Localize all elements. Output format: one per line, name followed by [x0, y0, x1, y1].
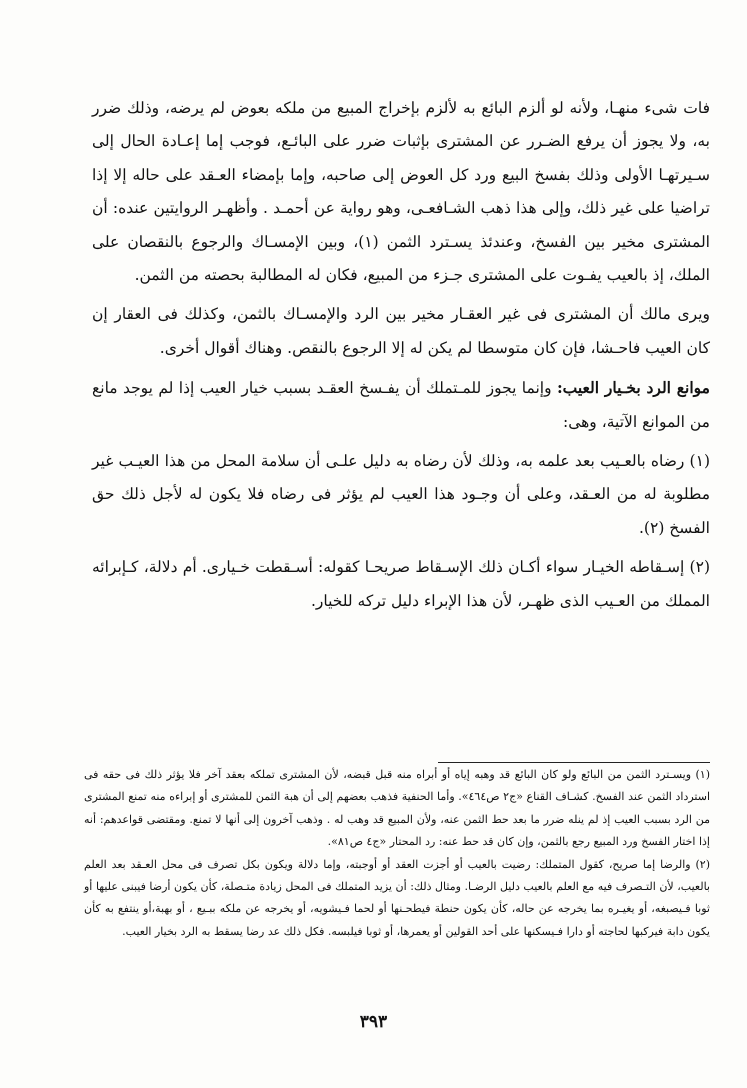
impediment-item-2: (٢) إسـقاطه الخيـار سواء أكـان ذلك الإسـقاط صريحـا كقوله: أسـقطت خـيارى. أم دلالة، كـإبرائه المملك من العـيب الذى ظهـر، لأن هذا الإبراء دليل تركه للخيار.	[92, 558, 710, 610]
footnote-1: (١) ويسـترد الثمن من البائع ولو كان البائع قد وهبه إياه أو أبراه منه قبل قبضه، لأن المشترى تملكه بعقد آخر فلا يؤثر ذلك فى حقه فى استرداد الثمن عند الفسخ. كشـاف القناع «ج٢ ص٤٦٤». وأما الحنفية فذهب بعضهم إلى أن هبة الثمن للمشترى أو إبراءه منه تمنع المشترى من الرد بسبب العيب إذ لم ينله ضرر ما بعد حط الثمن عنه، ولأن المبيع قد وهب له . وذهب آخرون إلى أنها لا تمنع. ومقتضى قواعدهم: أنه إذا اختار الفسخ ورد المبيع رجع بالثمن، وإن كان قد حط عنه: رد المحتار «ج٤ ص٨١».	[84, 768, 710, 849]
main-text	[92, 92, 710, 624]
impediments-section	[92, 371, 710, 439]
section-intro: وإنما يجوز للمـتملك أن يفـسخ العقـد بسبب خيار العيب إذا لم يوجد مانع من الموانع الآتية، وهى:	[92, 379, 710, 431]
section-heading: موانع الرد بخـيار العيب:	[556, 378, 710, 398]
footnote-divider	[438, 762, 710, 763]
paragraph-1: فات شىء منهـا، ولأنه لو ألزم البائع به لألزم بإخراج المبيع من ملكه بعوض لم يرضه، وذلك ضرر به، ولا يجوز أن يرفع الضـرر عن المشترى بإثبات ضرر على البائـع، فوجب إما إعـادة الحال إلى سـيرتهـا الأولى وذلك بفسخ البيع ورد كل العوض إلى صاحبه، وإما بإمضاء العـقد على حاله إلا إذا تراضيا على غير ذلك، وإلى هذا ذهب الشـافعـى، وهو رواية عن أحمـد . وأظهـر الروايتين عنده: أن المشترى مخير بين الفسخ، وعندئذ يسـترد الثمن (١)، وبين الإمسـاك والرجوع بالنقصان على الملك، إذ بالعيب يفـوت على المشترى جـزء من المبيع، فكان له المطالبة بحصته من الثمن.	[92, 99, 710, 285]
footnotes	[84, 764, 710, 943]
paragraph-2: ويرى مالك أن المشترى فى غير العقـار مخير بين الرد والإمسـاك بالثمن، وكذلك فى العقار إن كان العيب فاحـشا، فإن كان متوسطا لم يكن له إلا الرجوع بالنقص. وهناك أقوال أخرى.	[92, 305, 710, 357]
page-number: ٣٩٣	[359, 1012, 388, 1032]
impediment-item-1: (١) رضاه بالعـيب بعد علمه به، وذلك لأن رضاه به دليل علـى أن سلامة المحل من هذا العيـب غير مطلوبة له من العـقد، وعلى أن وجـود هذا العيب لم يؤثر فى رضاه فلا يكون له لأجل ذلك حق الفسخ (٢).	[92, 452, 710, 537]
footnote-2: (٢) والرضا إما صريح، كقول المتملك: رضيت بالعيب أو أجزت العقد أو أوجبته، وإما دلالة ويكون بكل تصرف فى محل العـقد بعد العلم بالعيب، لأن التـصرف فيه مع العلم بالعيب دليل الرضـا. ومثال ذلك: أن يزيد المتملك فى المحل زيادة متـصلة، كأن يكون أرضا فيبنى عليها أو ثوبا فـيصبغه، أو يغيـره بما يخرجه عن حاله، كأن يكون حنطة فيطحـنها أو لحما فـيشويه، أو يخرجه عن ملكه ببـيع ، أو بهبة،أو ينتفع به كأن يكون دابة فيركبها لحاجته أو دارا فـيسكنها على أحد القولين أو يعمرها، أو ثوبا فيلبسه. فكل ذلك عد رضا يسقط به الرد بخيار العيب.	[84, 857, 710, 938]
